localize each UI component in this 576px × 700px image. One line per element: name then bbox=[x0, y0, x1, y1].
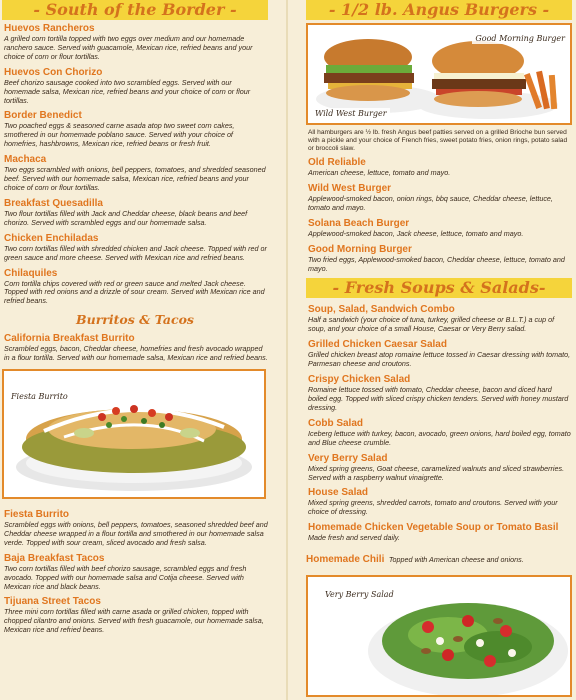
menu-item bbox=[306, 418, 572, 448]
very-berry-salad-photo bbox=[306, 575, 572, 697]
menu-item bbox=[2, 509, 268, 548]
menu-item bbox=[2, 110, 268, 149]
item-name: California Breakfast Burrito bbox=[4, 333, 135, 345]
item-description: Applewood-smoked bacon, onion rings, bbq sauce, Cheddar cheese, lettuce, tomato and mayo. bbox=[308, 193, 553, 212]
item-name: House Salad bbox=[308, 487, 369, 499]
burger-note: All hamburgers are ½ lb. fresh Angus beef patties served on a grilled Brioche bun served with a pickle and your choice of French fries, sweet potato fries, onion rings, potato salad or broccoli slaw. bbox=[308, 129, 568, 152]
item-description: Scrambled eggs with onions, bell peppers, tomatoes, seasoned shredded beef and Cheddar cheese wrapped in a flour tortilla and smothered in our homemade salsa verde. Topped with sour cream, sliced avocado and fresh salsa. bbox=[4, 520, 268, 547]
item-name: Homemade Chicken Vegetable Soup or Tomato Basil bbox=[308, 522, 559, 534]
menu-item bbox=[2, 154, 268, 193]
column-divider bbox=[286, 0, 288, 700]
menu-item bbox=[306, 374, 572, 413]
salad-items-list bbox=[306, 304, 572, 543]
item-name: Old Reliable bbox=[308, 157, 366, 168]
angus-burgers-banner: - 1/2 lb. Angus Burgers - bbox=[306, 0, 572, 20]
item-description: Made fresh and served daily. bbox=[308, 533, 400, 543]
item-description: Mixed spring greens, Goat cheese, caramelized walnuts and sliced strawberries. Served with a raspberry walnut vinaigrette. bbox=[308, 463, 565, 482]
item-name: Soup, Salad, Sandwich Combo bbox=[308, 304, 455, 316]
item-name: Border Benedict bbox=[4, 110, 82, 122]
item-name: Solana Beach Burger bbox=[308, 217, 410, 229]
burger-items-list bbox=[306, 157, 572, 273]
item-description: Two eggs scrambled with onions, bell peppers, tomatoes, and shredded seasoned beef. Served with our homemade salsa, Mexican rice, refried beans and your choice of corn or flour tortillas. bbox=[4, 165, 266, 192]
item-description: Iceberg lettuce with turkey, bacon, avocado, green onions, hard boiled egg, tomato and Blue cheese crumble. bbox=[308, 428, 571, 447]
item-name: Cobb Salad bbox=[308, 417, 364, 429]
item-name: Grilled Chicken Caesar Salad bbox=[308, 339, 447, 351]
item-description: Two flour tortillas filled with Jack and Cheddar cheese, black beans and beef chorizo. Served with scrambled eggs and our homemade salsa. bbox=[4, 208, 248, 227]
fiesta-burrito-photo-label: Fiesta Burrito bbox=[8, 391, 71, 402]
right-column bbox=[306, 0, 572, 697]
item-description: A grilled corn tortilla topped with two eggs over medium and our homemade ranchero sauce. Served with guacamole, Mexican rice, refried beans and your choice of corn or flour tortillas. bbox=[4, 34, 253, 61]
item-description: Two poached eggs & seasoned carne asada atop two sweet corn cakes, smothered in our homemade poblano sauce. Served with your choice of homefries, hashbrowns, Mexican rice, refried beans or fresh fruit. bbox=[4, 121, 235, 149]
menu-item bbox=[2, 553, 268, 592]
item-name: Very Berry Salad bbox=[308, 452, 388, 464]
item-description: Corn tortilla chips covered with red or green sauce and melted Jack cheese. Topped with red onions and a drizzle of sour cream. Served with Mexican rice and refried beans. bbox=[4, 278, 265, 306]
item-description: Topped with American cheese and onions. bbox=[388, 555, 524, 565]
very-berry-salad-photo-label: Very Berry Salad bbox=[322, 589, 397, 600]
burritos-tacos-heading: Burritos & Tacos bbox=[76, 312, 194, 328]
item-description: Half a sandwich (your choice of tuna, turkey, grilled cheese or B.L.T.) a cup of soup, and your choice of a small House, Caesar or Very Berry salad. bbox=[308, 315, 555, 334]
menu-item bbox=[2, 23, 268, 62]
item-name: Baja Breakfast Tacos bbox=[4, 552, 105, 564]
item-name: Homemade Chili bbox=[306, 554, 385, 566]
menu-item bbox=[306, 522, 572, 543]
menu-item bbox=[306, 453, 572, 483]
burrito-items-list bbox=[2, 333, 268, 363]
item-name: Breakfast Quesadilla bbox=[4, 197, 103, 209]
item-name: Good Morning Burger bbox=[308, 243, 412, 255]
item-description: Two corn tortillas filled with shredded chicken and Jack cheese. Topped with red or green sauce and more cheese. Served with Mexican rice and refried beans. bbox=[4, 243, 267, 262]
fiesta-burrito-photo bbox=[2, 369, 266, 499]
item-name: Fiesta Burrito bbox=[4, 509, 70, 521]
good-morning-burger-photo-label: Good Morning Burger bbox=[472, 33, 568, 44]
item-description: Three mini corn tortillas filled with carne asada or grilled chicken, topped with chopped cilantro and onions. Served with fresh guacamole, our homemade salsa, Mexican rice and refried beans. bbox=[4, 607, 264, 635]
menu-item bbox=[2, 67, 268, 106]
menu-item bbox=[306, 218, 572, 239]
item-name: Chicken Enchiladas bbox=[4, 232, 99, 244]
menu-item bbox=[306, 339, 572, 369]
south-items-list bbox=[2, 23, 268, 306]
south-of-the-border-banner: - South of the Border - bbox=[2, 0, 268, 20]
item-description: Mixed spring greens, shredded carrots, tomato and croutons. Served with your choice of dressing. bbox=[308, 498, 558, 517]
burrito-items-list-continued bbox=[2, 509, 268, 635]
menu-item bbox=[2, 233, 268, 263]
menu-item bbox=[306, 183, 572, 213]
soups-salads-banner: - Fresh Soups & Salads- bbox=[306, 278, 572, 298]
item-name: Huevos Rancheros bbox=[4, 23, 95, 34]
item-name: Wild West Burger bbox=[308, 182, 392, 194]
menu-item bbox=[2, 596, 268, 635]
item-description: Applewood-smoked bacon, Jack cheese, lettuce, tomato and mayo. bbox=[308, 228, 524, 238]
item-description: Scrambled eggs, bacon, Cheddar cheese, homefries and fresh avocado wrapped in a flour tortilla. Served with our homemade salsa, Mexican rice and refried beans. bbox=[4, 344, 268, 363]
item-description: Beef chorizo sausage cooked into two scrambled eggs. Served with our homemade salsa, Mexican rice, refried beans and your choice of corn or flour tortillas. bbox=[4, 77, 251, 105]
menu-item bbox=[2, 333, 268, 363]
item-name: Tijuana Street Tacos bbox=[4, 596, 101, 608]
item-name: Machaca bbox=[4, 154, 47, 166]
item-name: Crispy Chicken Salad bbox=[308, 374, 411, 386]
item-description: Romaine lettuce tossed with tomato, Cheddar cheese, bacon and diced hard boiled egg. Topped with sliced crispy chicken tenders. Served with honey mustard dressing. bbox=[308, 385, 569, 412]
menu-item bbox=[306, 244, 572, 274]
menu-item bbox=[2, 198, 268, 228]
menu-item bbox=[2, 268, 268, 307]
item-description: American cheese, lettuce, tomato and mayo. bbox=[308, 168, 451, 177]
menu-item bbox=[306, 304, 572, 334]
menu-item-homemade-chili bbox=[306, 549, 572, 567]
item-name: Huevos Con Chorizo bbox=[4, 66, 103, 78]
menu-item bbox=[306, 487, 572, 517]
menu-item bbox=[306, 157, 572, 178]
item-description: Two fried eggs, Applewood-smoked bacon, Cheddar cheese, lettuce, tomato and mayo. bbox=[308, 254, 565, 273]
item-name: Chilaquiles bbox=[4, 267, 58, 279]
item-description: Grilled chicken breast atop romaine lettuce tossed in Caesar dressing with tomato, Parmesan cheese and croutons. bbox=[308, 350, 571, 369]
burgers-photo bbox=[306, 23, 572, 125]
left-column bbox=[2, 0, 268, 640]
burrito-image bbox=[4, 371, 264, 497]
item-description: Two corn tortillas filled with beef chorizo sausage, scrambled eggs and fresh avocado. Topped with our homemade salsa and Cotija cheese. Served with Mexican rice and black beans. bbox=[4, 563, 247, 591]
wild-west-burger-photo-label: Wild West Burger bbox=[312, 108, 390, 119]
